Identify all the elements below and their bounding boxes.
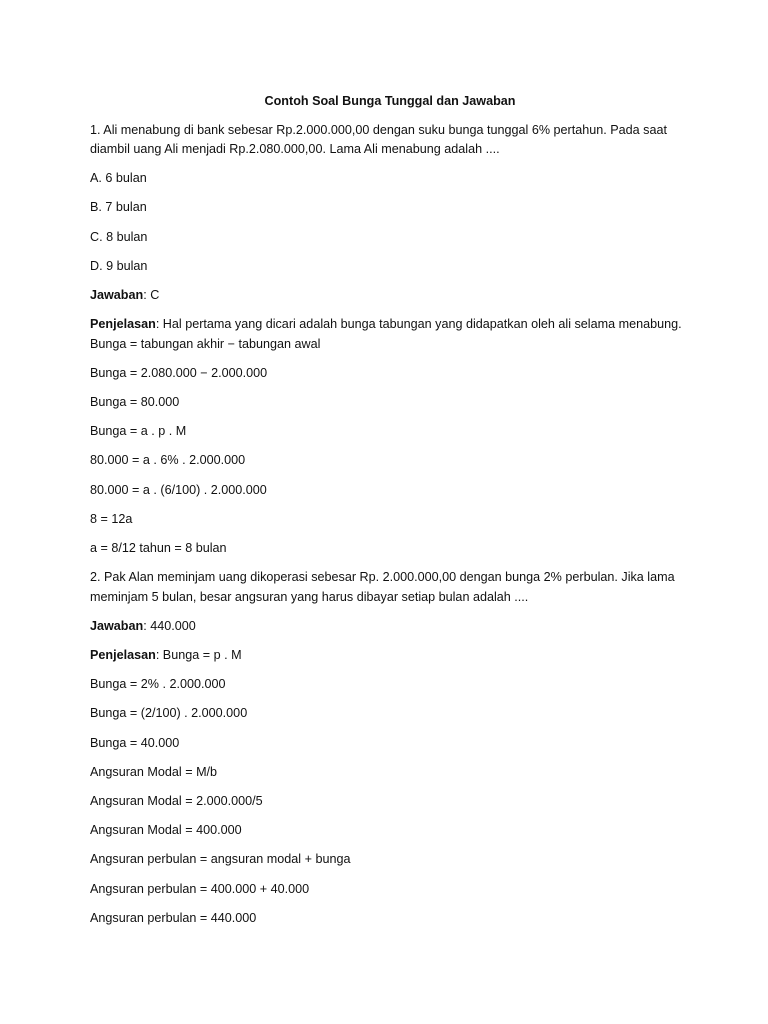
q2-step: Angsuran Modal = M/b xyxy=(90,764,218,779)
q2-step: Bunga = 40.000 xyxy=(90,735,180,750)
q2-step: Angsuran Modal = 2.000.000/5 xyxy=(90,793,263,808)
explanation-label: Penjelasan xyxy=(90,317,156,332)
q1-step: Bunga = 80.000 xyxy=(90,395,180,409)
q2-step: Angsuran perbulan = 400.000 + 40.000 xyxy=(90,881,310,896)
q1-step: Bunga = a . p . M xyxy=(90,424,187,439)
question-1-line-1: 1. Ali menabung di bank sebesar Rp.2.000.000,00 dengan suku bunga tunggal 6% pertahun. Pada saat xyxy=(90,122,667,137)
document-title: Contoh Soal Bunga Tunggal dan Jawaban xyxy=(264,94,516,108)
question-1-line-2: diambil uang Ali menjadi Rp.2.080.000,00. Lama Ali menabung adalah .... xyxy=(90,142,500,156)
q1-step: 8 = 12a xyxy=(90,511,133,526)
answer-label: Jawaban xyxy=(90,618,144,633)
question-1-text xyxy=(90,121,690,160)
q2-step: Angsuran perbulan = angsuran modal + bunga xyxy=(90,852,351,867)
option-a: A. 6 bulan xyxy=(90,171,147,186)
q2-step: Bunga = (2/100) . 2.000.000 xyxy=(90,706,248,721)
explanation-label: Penjelasan xyxy=(90,648,156,662)
answer-value: : C xyxy=(143,287,160,302)
question-2-line-1: 2. Pak Alan meminjam uang dikoperasi sebesar Rp. 2.000.000,00 dengan bunga 2% perbulan. Jika lama xyxy=(90,570,675,585)
question-2-answer xyxy=(90,617,690,637)
explanation-text: : Bunga = p . M xyxy=(155,648,242,662)
answer-label: Jawaban xyxy=(90,287,144,302)
q2-step: Bunga = 2% . 2.000.000 xyxy=(90,677,226,692)
q1-step: Bunga = 2.080.000 − 2.000.000 xyxy=(90,365,268,380)
document-body xyxy=(90,92,690,938)
question-2-text xyxy=(90,568,690,607)
q2-step: Angsuran perbulan = 440.000 xyxy=(90,910,257,925)
option-d: D. 9 bulan xyxy=(90,258,148,273)
q1-step: 80.000 = a . 6% . 2.000.000 xyxy=(90,453,246,468)
question-2-explanation xyxy=(90,646,690,666)
q2-step: Angsuran Modal = 400.000 xyxy=(90,823,242,838)
q1-step: a = 8/12 tahun = 8 bulan xyxy=(90,540,227,555)
explanation-line-2: Bunga = tabungan akhir − tabungan awal xyxy=(90,336,321,351)
explanation-text: : Hal pertama yang dicari adalah bunga tabungan yang didapatkan oleh ali selama menabung. xyxy=(155,317,682,332)
question-1-answer xyxy=(90,286,690,306)
question-2-line-2: meminjam 5 bulan, besar angsuran yang harus dibayar setiap bulan adalah .... xyxy=(90,589,529,604)
question-1-explanation xyxy=(90,315,690,354)
option-b: B. 7 bulan xyxy=(90,200,147,215)
option-c: C. 8 bulan xyxy=(90,229,148,244)
q1-step: 80.000 = a . (6/100) . 2.000.000 xyxy=(90,482,267,497)
answer-value: : 440.000 xyxy=(143,618,196,633)
